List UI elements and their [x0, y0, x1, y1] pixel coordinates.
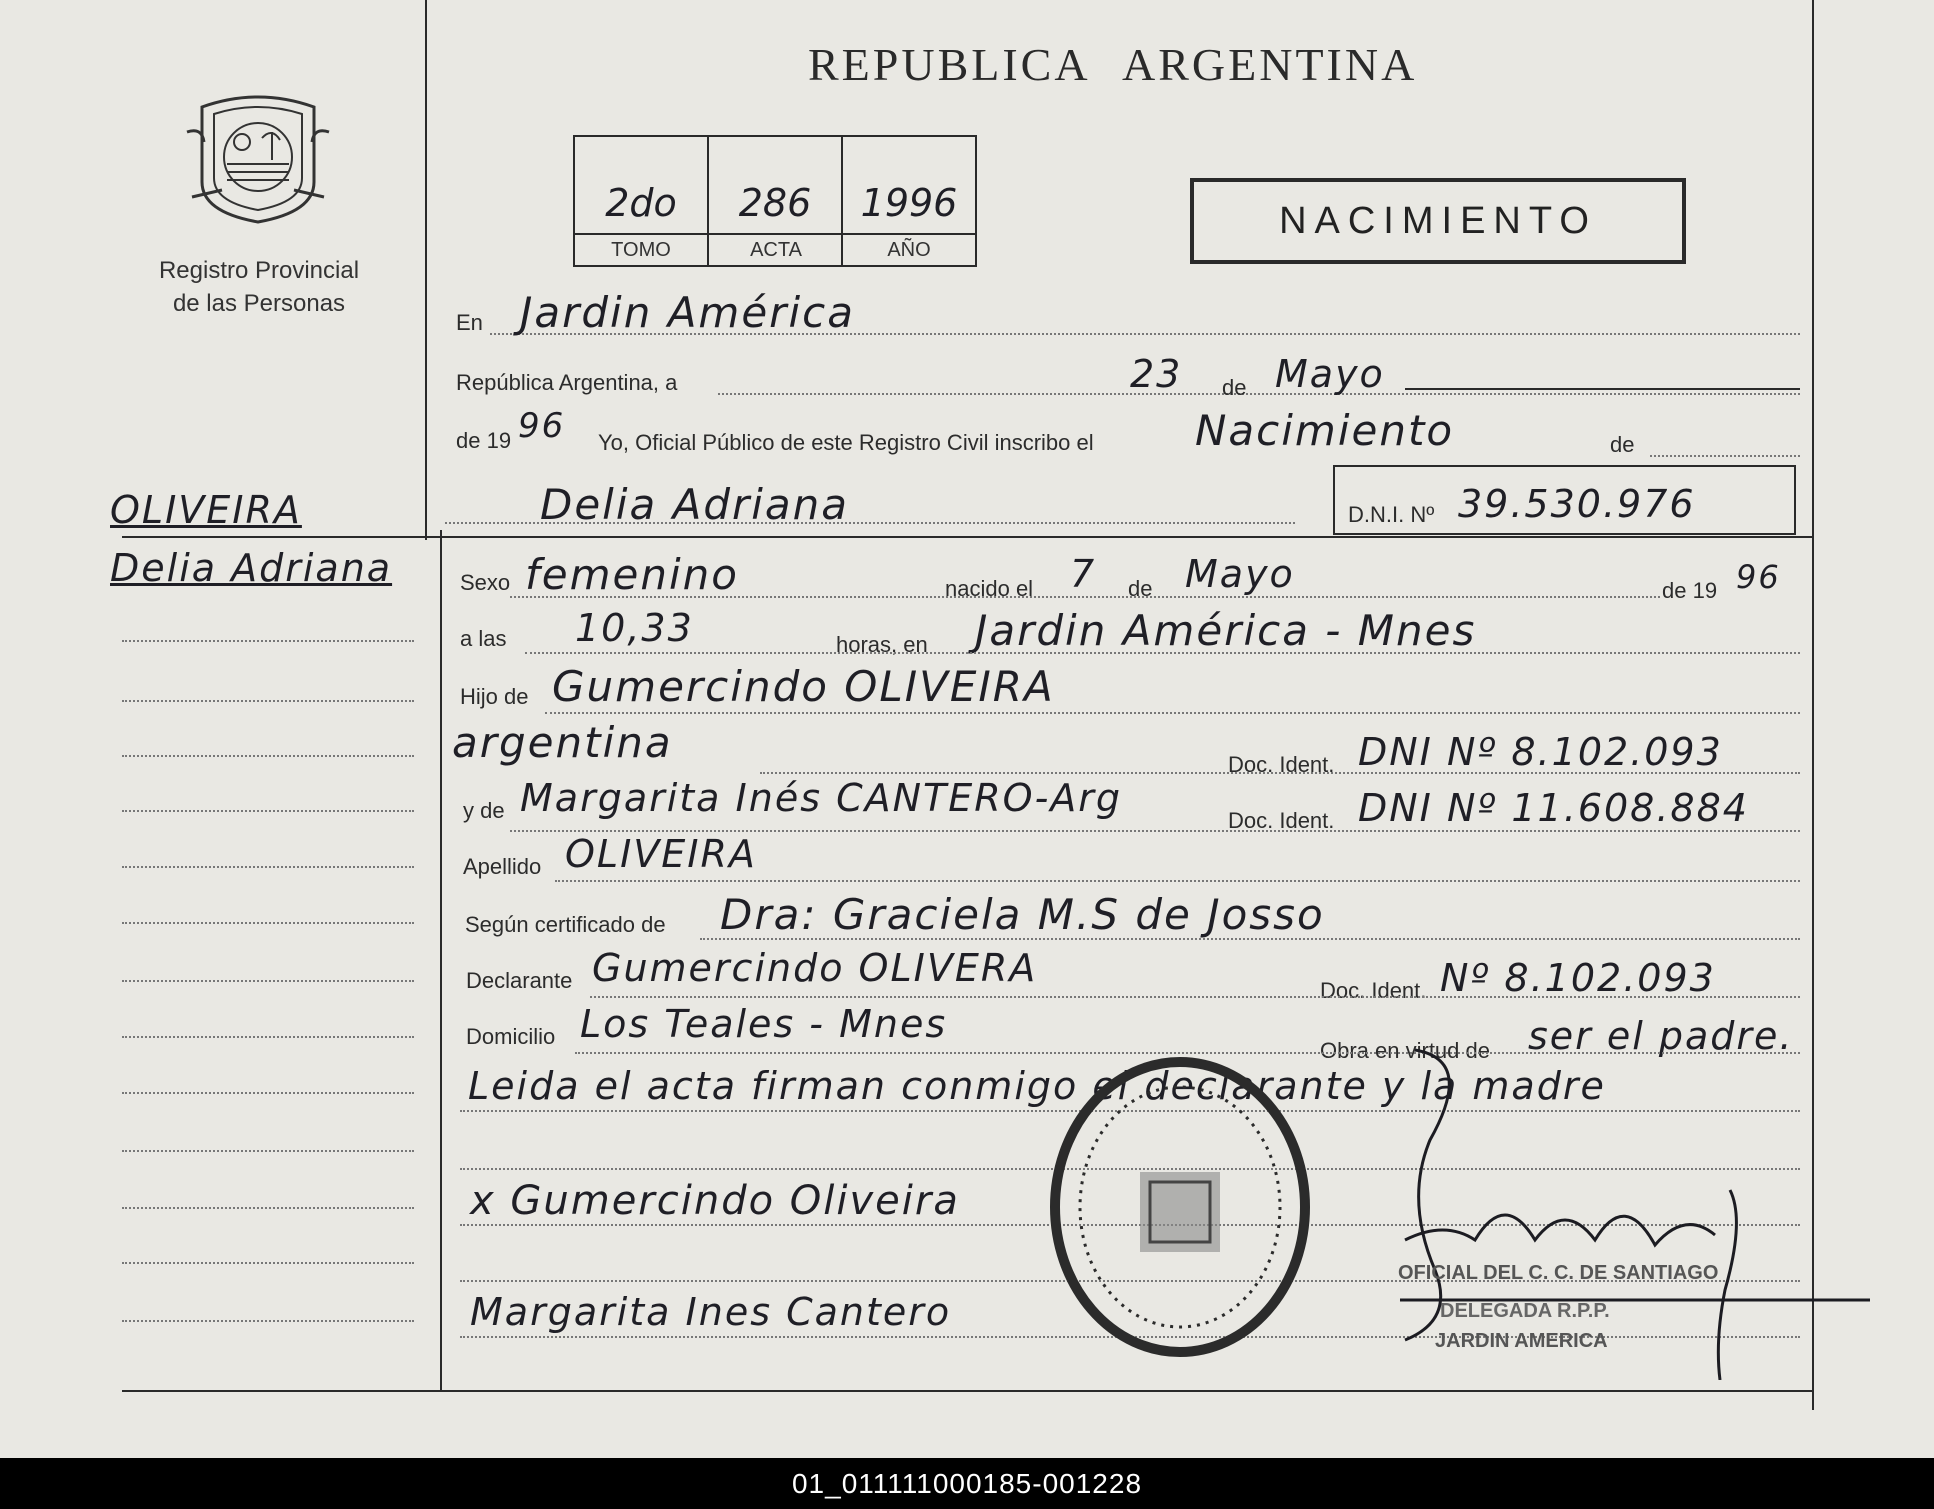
margin-line	[122, 810, 414, 812]
certificate-value: Dra: Graciela M.S de Josso	[720, 890, 1325, 939]
event-value: Nacimiento	[1195, 406, 1455, 455]
year-prefix: de 19	[456, 428, 512, 453]
father-value: Gumercindo OLIVEIRA	[552, 662, 1055, 711]
margin-line	[122, 980, 414, 982]
birth-year-suffix: 96	[1736, 558, 1781, 596]
doc-ident-label-3: Doc. Ident.	[1320, 978, 1427, 1003]
name-line	[445, 522, 1295, 524]
registry-name-line1: Registro Provincial	[158, 257, 360, 284]
record-table	[573, 135, 977, 267]
apellido-value: OLIVEIRA	[565, 832, 757, 876]
declarante-doc: Nº 8.102.093	[1440, 956, 1716, 1000]
en-label: En	[456, 310, 483, 335]
sexo-label: Sexo	[460, 570, 511, 595]
official-round-stamp	[1045, 1052, 1315, 1367]
signature-father: x Gumercindo Oliveira	[470, 1178, 960, 1224]
registry-name-line2: de las Personas	[172, 290, 346, 317]
sexo-value: femenino	[525, 550, 739, 599]
domicilio-label: Domicilio	[466, 1024, 556, 1049]
segun-line	[700, 938, 1800, 940]
republica-label: República Argentina, a	[456, 370, 678, 395]
tomo-label: TOMO	[575, 233, 707, 265]
declarante-value: Gumercindo OLIVERA	[592, 946, 1038, 990]
sexo-line	[510, 596, 1660, 598]
de-label: de	[1222, 375, 1247, 400]
birth-month: Mayo	[1185, 552, 1295, 596]
month-value: Mayo	[1275, 352, 1385, 396]
acta-label: ACTA	[709, 233, 843, 265]
birth-year-prefix: de 19	[1662, 578, 1718, 603]
yo-text: Yo, Oficial Público de este Registro Civil inscribo el	[598, 430, 1094, 455]
acta-value: 286	[738, 181, 812, 225]
segun-label: Según certificado de	[465, 912, 666, 937]
margin-given-names: Delia Adriana	[110, 546, 393, 590]
anio-label: AÑO	[843, 233, 975, 265]
margin-line	[122, 640, 414, 642]
nationality-line	[760, 772, 1800, 774]
nacido-label: nacido el	[945, 576, 1034, 601]
full-name-value: Delia Adriana	[540, 480, 850, 529]
margin-line	[122, 866, 414, 868]
father-nationality: argentina	[452, 718, 673, 767]
year-suffix: 96	[518, 406, 566, 446]
birth-day: 7	[1070, 552, 1097, 596]
obra-label: Obra en virtud de	[1320, 1038, 1490, 1063]
margin-line	[122, 1207, 414, 1209]
tomo-value: 2do	[605, 181, 677, 225]
left-column-border-lower	[440, 530, 442, 1392]
apellido-line	[555, 880, 1800, 882]
declarante-label: Declarante	[466, 968, 573, 993]
anio-value: 1996	[860, 181, 958, 225]
alas-label: a las	[460, 626, 507, 651]
dni-label: D.N.I. Nº	[1348, 502, 1435, 527]
country-title: REPUBLICA ARGENTINA	[808, 39, 1418, 90]
alas-line	[525, 652, 1800, 654]
official-stamp-line1: OFICIAL DEL C. C. DE SANTIAGO	[1398, 1262, 1719, 1284]
official-stamp-line3: JARDIN AMERICA	[1435, 1330, 1608, 1352]
bottom-border	[122, 1390, 1814, 1392]
birth-place: Jardin América - Mnes	[975, 606, 1477, 655]
margin-line	[122, 700, 414, 702]
de-label-3: de	[1128, 576, 1153, 601]
margin-line	[122, 1092, 414, 1094]
doc-ident-label-1: Doc. Ident.	[1228, 752, 1335, 777]
de-label-2: de	[1610, 432, 1635, 457]
hijo-label: Hijo de	[460, 684, 529, 709]
margin-line	[122, 1150, 414, 1152]
father-doc: DNI Nº 8.102.093	[1358, 730, 1723, 774]
day-value: 23	[1130, 352, 1183, 396]
margin-line	[122, 1320, 414, 1322]
hijo-line	[545, 712, 1800, 714]
republica-line	[718, 393, 1800, 395]
hour-value: 10,33	[575, 606, 694, 650]
left-column-border	[425, 0, 427, 540]
mother-doc: DNI Nº 11.608.884	[1358, 786, 1749, 830]
yde-label: y de	[463, 798, 505, 823]
declarante-line	[590, 996, 1800, 998]
image-id-footer: 01_011111000185-001228	[0, 1458, 1934, 1509]
margin-line	[122, 1036, 414, 1038]
mother-value: Margarita Inés CANTERO-Arg	[520, 776, 1123, 820]
apellido-label: Apellido	[463, 854, 542, 879]
margin-surname: OLIVEIRA	[110, 488, 302, 532]
margin-line	[122, 755, 414, 757]
note-text: Leida el acta firman conmigo el declarante y la madre	[468, 1064, 1606, 1108]
obra-value: ser el padre.	[1528, 1014, 1794, 1058]
official-stamp-line2: DELEGADA R.P.P.	[1440, 1300, 1610, 1322]
de-line	[1650, 455, 1800, 457]
dni-value: 39.530.976	[1458, 482, 1696, 526]
horas-label: horas, en	[836, 632, 928, 657]
domicilio-value: Los Teales - Mnes	[580, 1002, 948, 1046]
margin-line	[122, 922, 414, 924]
month-underline	[1405, 388, 1800, 390]
section-divider	[122, 536, 1814, 538]
signature-mother: Margarita Ines Cantero	[470, 1290, 952, 1334]
doc-ident-label-2: Doc. Ident.	[1228, 808, 1335, 833]
document-type-box: NACIMIENTO	[1190, 178, 1686, 264]
province-seal	[182, 72, 334, 235]
margin-line	[122, 1262, 414, 1264]
place-value: Jardin América	[520, 288, 855, 337]
